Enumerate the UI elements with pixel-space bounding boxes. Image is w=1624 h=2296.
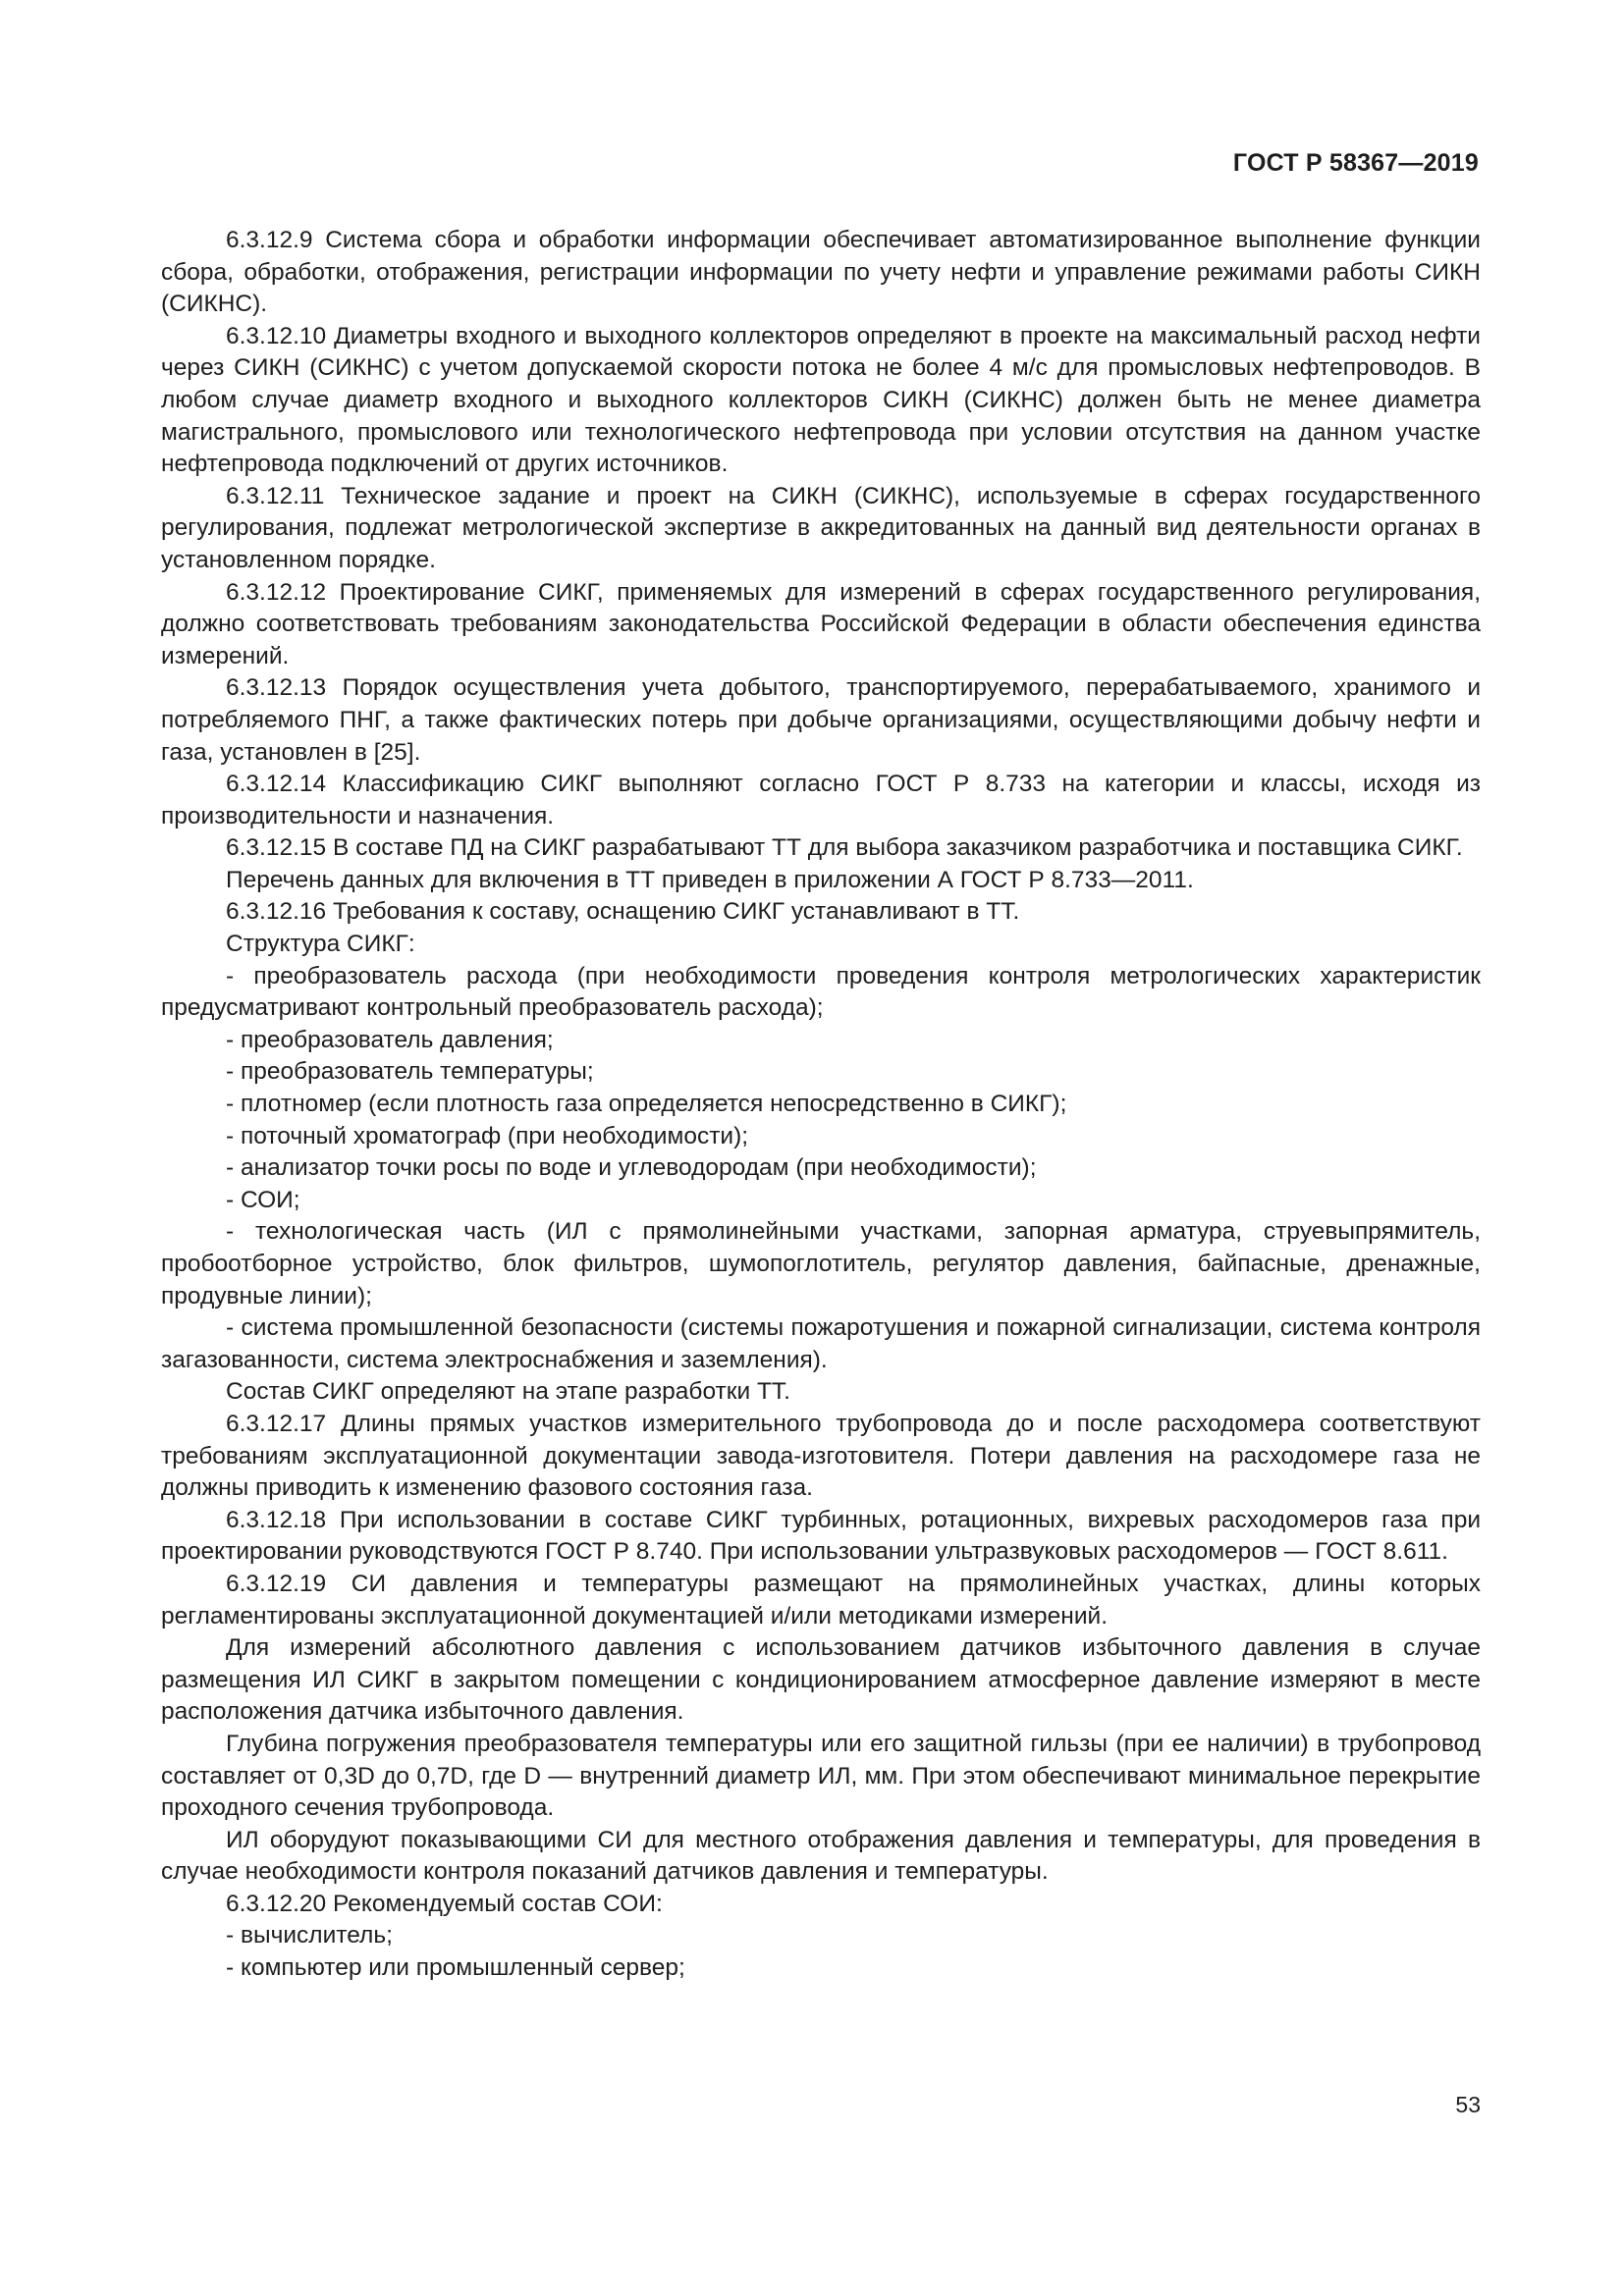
paragraph-6-3-12-15: 6.3.12.15 В составе ПД на СИКГ разрабатывают ТТ для выбора заказчиком разработчика и поставщика СИКГ. <box>226 834 1463 862</box>
list-item: - плотномер (если плотность газа определяется непосредственно в СИКГ); <box>226 1091 1067 1118</box>
list-item: - вычислитель; <box>226 1922 393 1949</box>
document-header: ГОСТ Р 58367—2019 <box>1232 149 1479 177</box>
document-body <box>161 225 1481 1985</box>
page-number: 53 <box>1455 2092 1481 2117</box>
paragraph-6-3-12-16: 6.3.12.16 Требования к составу, оснащению СИКГ устанавливают в ТТ. <box>226 898 1020 926</box>
paragraph-indicating-instruments: ИЛ оборудуют показывающими СИ для местного отображения давления и температуры, для проведения в случае необходимости контроля показаний датчиков давления и температуры. <box>161 1826 1481 1886</box>
paragraph-composition-note: Состав СИКГ определяют на этапе разработки ТТ. <box>226 1378 790 1406</box>
paragraph-6-3-12-19: 6.3.12.19 СИ давления и температуры размещают на прямолинейных участках, длины которых регламентированы эксплуатационной документацией и/или методиками измерений. <box>161 1570 1481 1629</box>
paragraph-6-3-12-11: 6.3.12.11 Техническое задание и проект на СИКН (СИКНС), используемые в сферах государственного регулирования, подлежат метрологической экспертизе в аккредитованных на данный вид деятельности органах в установленном порядке. <box>161 482 1481 573</box>
paragraph-6-3-12-18: 6.3.12.18 При использовании в составе СИКГ турбинных, ротационных, вихревых расходомеров газа при проектировании руководствуются ГОСТ Р 8.740. При использовании ультразвуковых расходомеров — ГОСТ 8.611. <box>161 1506 1481 1566</box>
paragraph-6-3-12-10: 6.3.12.10 Диаметры входного и выходного коллекторов определяют в проекте на максимальный расход нефти через СИКН (СИКНС) с учетом допускаемой скорости потока не более 4 м/с для промысловых нефтепроводов. В любом случае диаметр входного и выходного коллекторов СИКН (СИКНС) должен быть не менее диаметра магистрального, промыслового или технологического нефтепровода при условии отсутствия на данном участке нефтепровода подключений от других источников. <box>161 322 1481 478</box>
paragraph-structure-heading: Структура СИКГ: <box>226 931 415 958</box>
list-item: - компьютер или промышленный сервер; <box>226 1954 685 1982</box>
paragraph-absolute-pressure: Для измерений абсолютного давления с использованием датчиков избыточного давления в случае размещения ИЛ СИКГ в закрытом помещении с кондиционированием атмосферное давление измеряют в месте расположения датчика избыточного давления. <box>161 1634 1481 1726</box>
paragraph-6-3-12-12: 6.3.12.12 Проектирование СИКГ, применяемых для измерений в сферах государственного регулирования, должно соответствовать требованиям законодательства Российской Федерации в области обеспечения единства измерений. <box>161 578 1481 669</box>
paragraph-immersion-depth: Глубина погружения преобразователя температуры или его защитной гильзы (при ее наличии) в трубопровод составляет от 0,3D до 0,7D, где D — внутренний диаметр ИЛ, мм. При этом обеспечивают минимальное перекрытие проходного сечения трубопровода. <box>161 1730 1481 1822</box>
list-item: - СОИ; <box>226 1186 300 1213</box>
paragraph-6-3-12-13: 6.3.12.13 Порядок осуществления учета добытого, транспортируемого, перерабатываемого, хранимого и потребляемого ПНГ, а также фактических потерь при добыче организациями, осуществляющими добычу нефти и газа, установлен в [25]. <box>161 674 1481 766</box>
paragraph-6-3-12-20: 6.3.12.20 Рекомендуемый состав СОИ: <box>226 1890 663 1917</box>
list-item: - преобразователь давления; <box>226 1026 554 1053</box>
list-item: - преобразователь температуры; <box>226 1058 594 1086</box>
list-item: - система промышленной безопасности (системы пожаротушения и пожарной сигнализации, система контроля загазованности, система электроснабжения и заземления). <box>161 1314 1481 1373</box>
list-item: - поточный хроматограф (при необходимости); <box>226 1122 749 1149</box>
paragraph-6-3-12-14: 6.3.12.14 Классификацию СИКГ выполняют согласно ГОСТ Р 8.733 на категории и классы, исходя из производительности и назначения. <box>161 771 1481 829</box>
list-item: - анализатор точки росы по воде и углеводородам (при необходимости); <box>226 1154 1037 1182</box>
paragraph-tt-list-note: Перечень данных для включения в ТТ приведен в приложении А ГОСТ Р 8.733—2011. <box>226 866 1194 893</box>
list-item: - преобразователь расхода (при необходимости проведения контроля метрологических характеристик предусматривают контрольный преобразователь расхода); <box>161 962 1481 1022</box>
list-item: - технологическая часть (ИЛ с прямолинейными участками, запорная арматура, струевыпрямитель, пробоотборное устройство, блок фильтров, шумопоглотитель, регулятор давления, байпасные, дренажные, продувные линии); <box>161 1218 1481 1309</box>
paragraph-6-3-12-9: 6.3.12.9 Система сбора и обработки информации обеспечивает автоматизированное выполнение функции сбора, обработки, отображения, регистрации информации по учету нефти и управление режимами работы СИКН (СИКНС). <box>161 227 1481 318</box>
paragraph-6-3-12-17: 6.3.12.17 Длины прямых участков измерительного трубопровода до и после расходомера соответствуют требованиям эксплуатационной документации завода-изготовителя. Потери давления на расходомере газа не должны приводить к изменению фазового состояния газа. <box>161 1410 1481 1502</box>
